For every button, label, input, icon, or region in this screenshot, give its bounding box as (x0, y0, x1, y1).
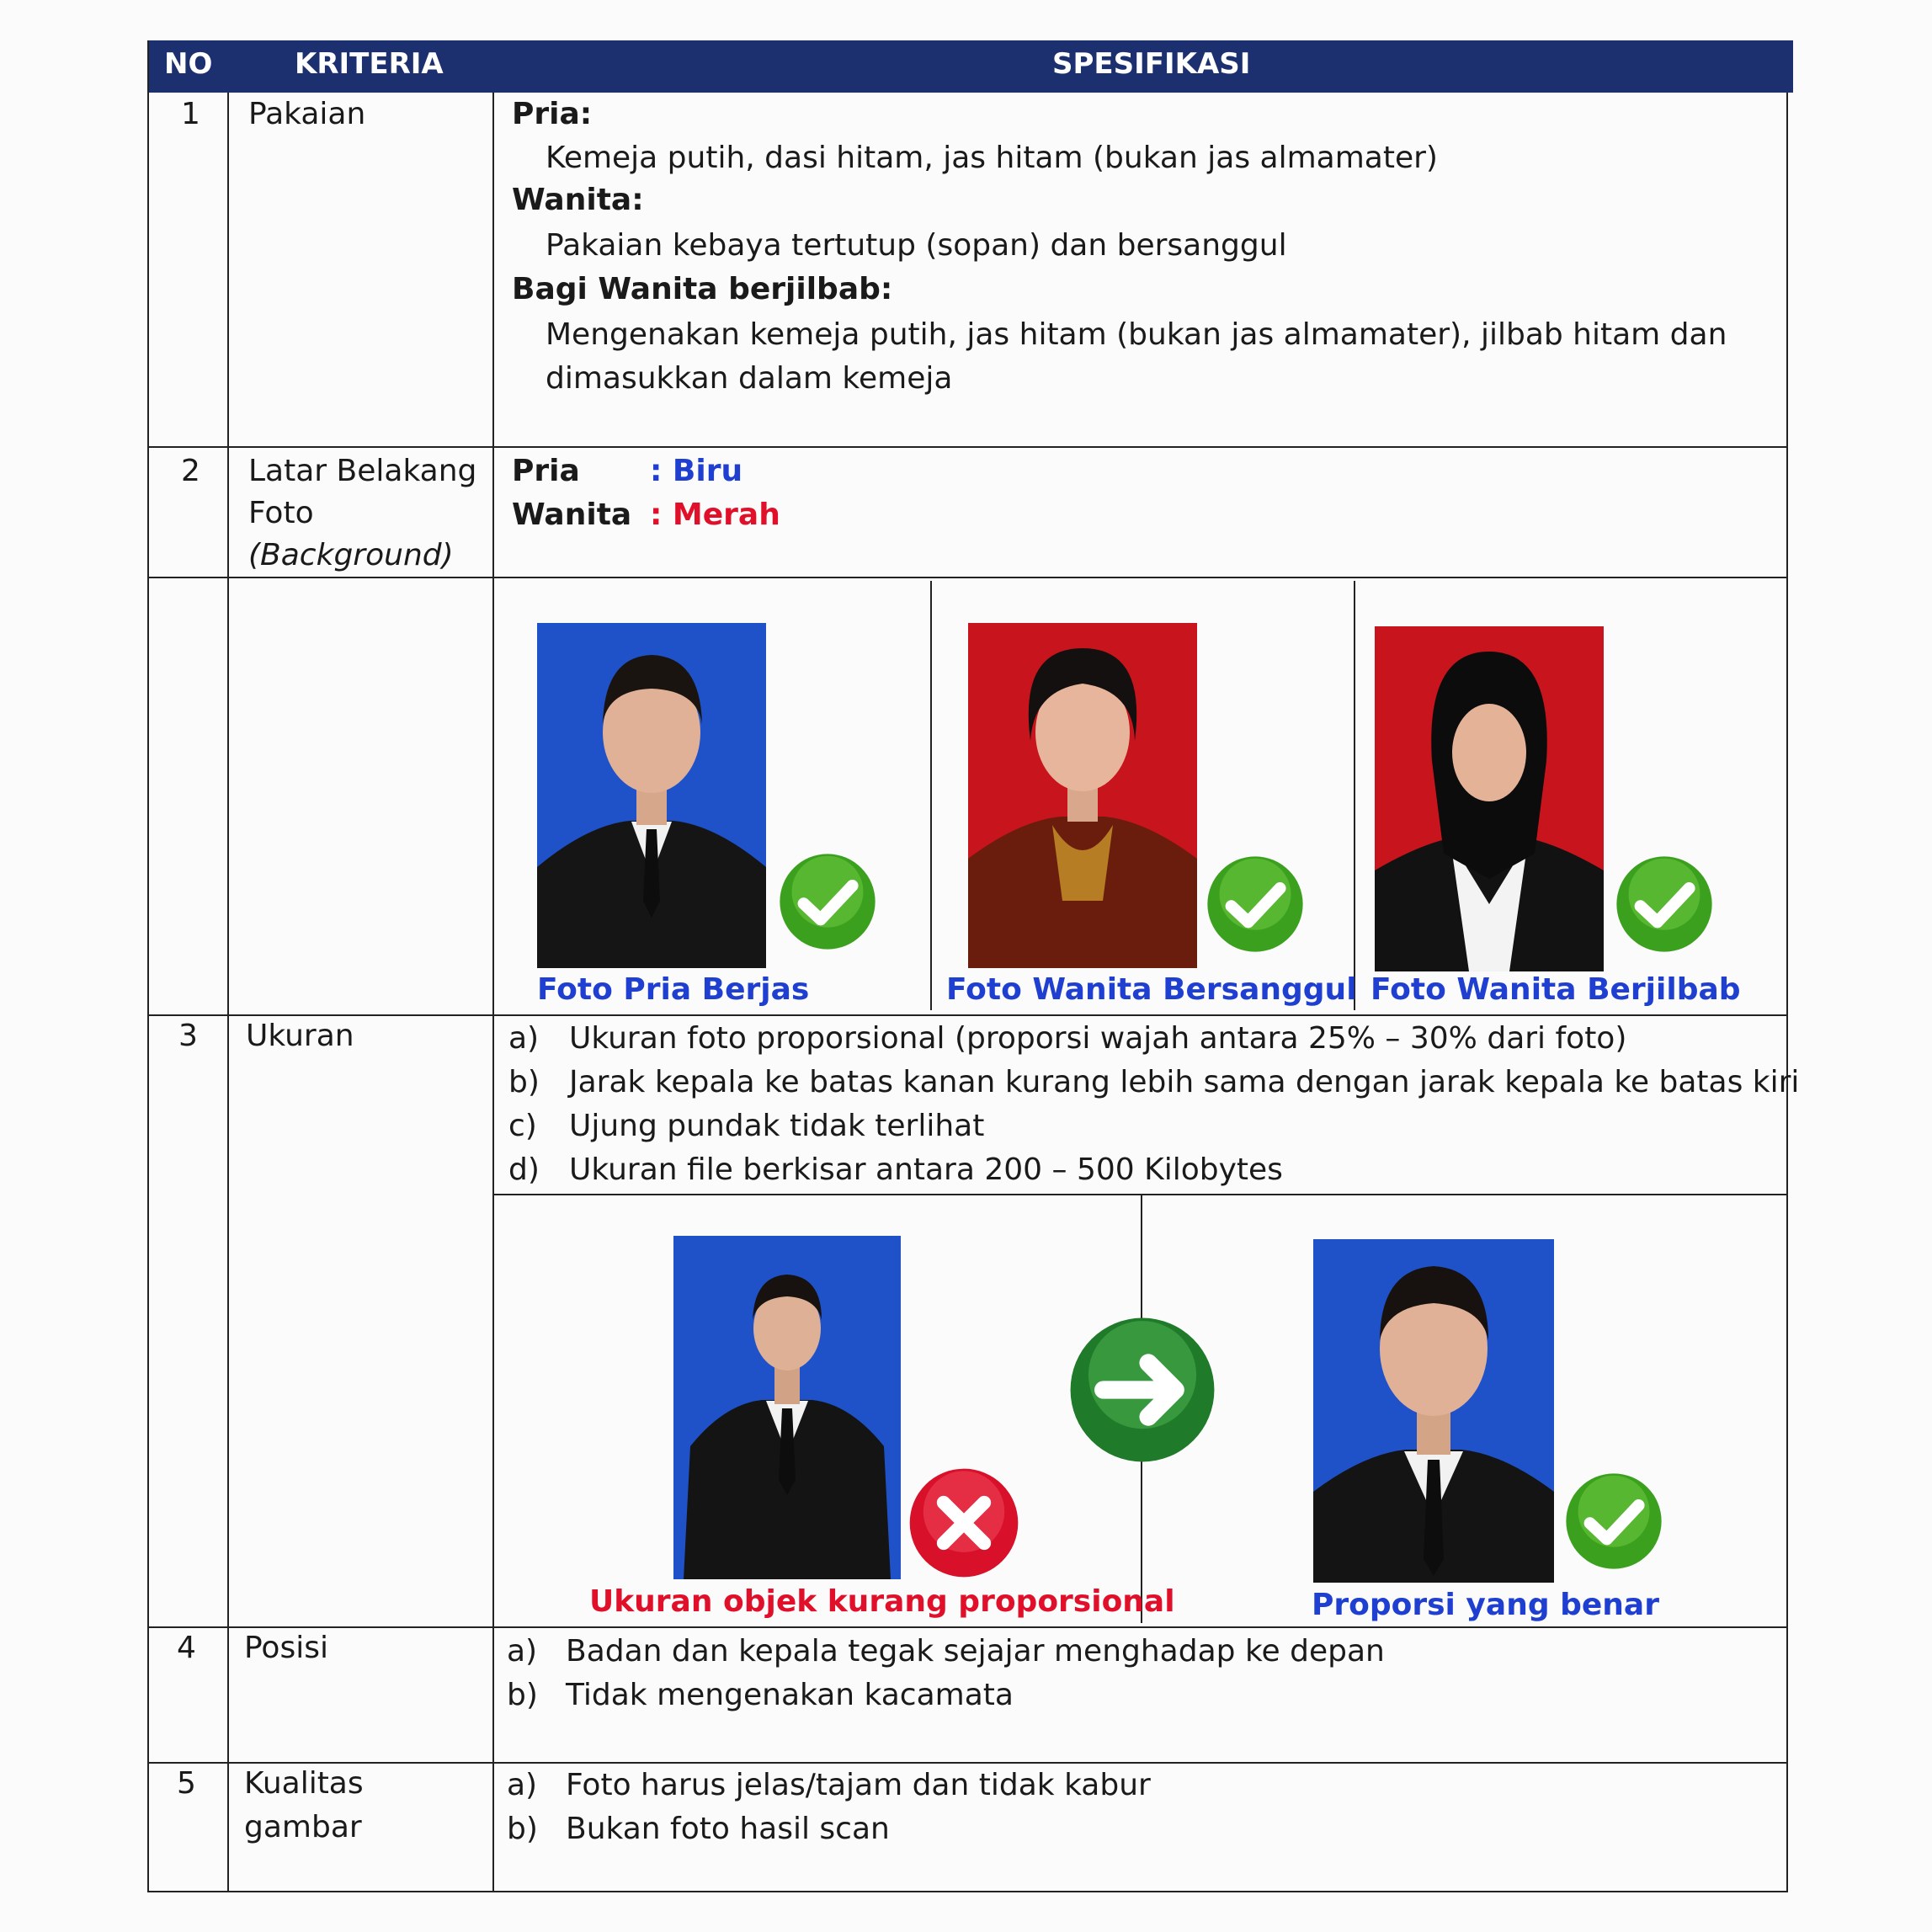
check-icon (1564, 1472, 1663, 1571)
caption-bad-proportion: Ukuran objek kurang proporsional (589, 1584, 1175, 1619)
caption-wanita-bersanggul: Foto Wanita Bersanggul (946, 972, 1357, 1007)
check-icon (1615, 854, 1714, 954)
kriteria-label: Foto (248, 496, 314, 530)
caption-pria-berjas: Foto Pria Berjas (537, 972, 810, 1007)
list-item: Jarak kepala ke batas kanan kurang lebih sama dengan jarak kepala ke batas kiri (569, 1065, 1800, 1099)
list-item: Ukuran file berkisar antara 200 – 500 Kilobytes (569, 1152, 1283, 1187)
header-spesifikasi: SPESIFIKASI (1052, 47, 1251, 81)
list-item: Ukuran foto proporsional (proporsi wajah antara 25% – 30% dari foto) (569, 1021, 1627, 1056)
check-icon (1206, 854, 1305, 954)
header-no: NO (164, 47, 213, 81)
pria-bg-value: : Biru (650, 454, 743, 488)
kriteria-label: Pakaian (248, 97, 366, 131)
row-number: 5 (177, 1766, 196, 1801)
list-marker: a) (508, 1021, 540, 1056)
list-marker: b) (507, 1678, 538, 1712)
photo-wanita-bersanggul (968, 623, 1197, 968)
caption-wanita-berjilbab: Foto Wanita Berjilbab (1370, 972, 1741, 1007)
wanita-bg-value: : Merah (650, 498, 780, 532)
jilbab-text-line-2: dimasukkan dalam kemeja (546, 361, 953, 396)
list-marker: b) (507, 1812, 538, 1846)
list-marker: d) (508, 1152, 540, 1187)
wanita-text: Pakaian kebaya tertutup (sopan) dan bersanggul (546, 228, 1287, 263)
jilbab-text-line-1: Mengenakan kemeja putih, jas hitam (bukan jas almamater), jilbab hitam dan (546, 317, 1727, 352)
header-kriteria: KRITERIA (295, 47, 444, 81)
table-header (147, 40, 1793, 93)
caption-good-proportion: Proporsi yang benar (1312, 1588, 1659, 1622)
cross-icon (907, 1466, 1020, 1579)
photo-pria-berjas (537, 623, 766, 968)
row-number: 3 (178, 1019, 198, 1053)
photo-wanita-berjilbab (1375, 626, 1604, 971)
list-item: Foto harus jelas/tajam dan tidak kabur (566, 1768, 1151, 1802)
wanita-label: Wanita: (512, 183, 644, 217)
check-icon (778, 852, 877, 951)
list-item: Tidak mengenakan kacamata (566, 1678, 1014, 1712)
list-item: Bukan foto hasil scan (566, 1812, 890, 1846)
list-marker: a) (507, 1634, 538, 1669)
row-number: 2 (181, 454, 200, 488)
kriteria-label: Ukuran (246, 1019, 354, 1053)
kriteria-label: Latar Belakang (248, 454, 477, 488)
list-marker: c) (508, 1109, 537, 1143)
kriteria-label-italic: (Background) (248, 538, 454, 572)
row-number: 4 (177, 1631, 196, 1665)
jilbab-label: Bagi Wanita berjilbab: (512, 272, 893, 306)
pria-label: Pria: (512, 97, 593, 131)
list-item: Ujung pundak tidak terlihat (569, 1109, 985, 1143)
arrow-right-icon (1067, 1315, 1217, 1465)
list-marker: a) (507, 1768, 538, 1802)
row-number: 1 (181, 97, 200, 131)
list-marker: b) (508, 1065, 540, 1099)
kriteria-label: Posisi (244, 1631, 328, 1665)
wanita-label: Wanita (512, 498, 632, 532)
list-item: Badan dan kepala tegak sejajar menghadap ke depan (566, 1634, 1385, 1669)
pria-label: Pria (512, 454, 580, 488)
kriteria-label: gambar (244, 1810, 362, 1844)
kriteria-label: Kualitas (244, 1766, 364, 1801)
photo-good-proportion (1313, 1239, 1554, 1583)
pria-text: Kemeja putih, dasi hitam, jas hitam (bukan jas almamater) (546, 141, 1438, 175)
photo-bad-proportion (673, 1236, 901, 1579)
